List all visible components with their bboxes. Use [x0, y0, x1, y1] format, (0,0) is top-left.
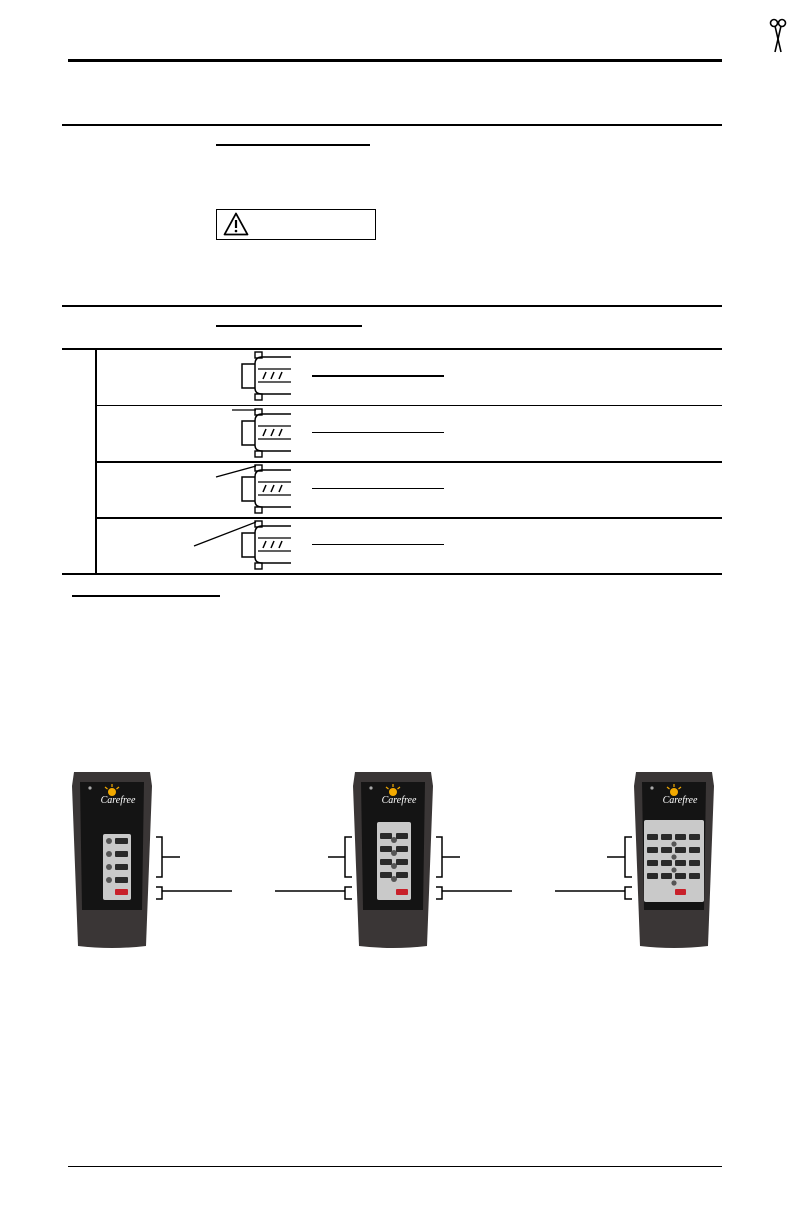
brand-logo: Carefree: [381, 795, 417, 806]
brand-logo: Carefree: [662, 795, 698, 806]
brand-logo: Carefree: [100, 795, 136, 806]
footer-rule: [68, 1166, 722, 1167]
